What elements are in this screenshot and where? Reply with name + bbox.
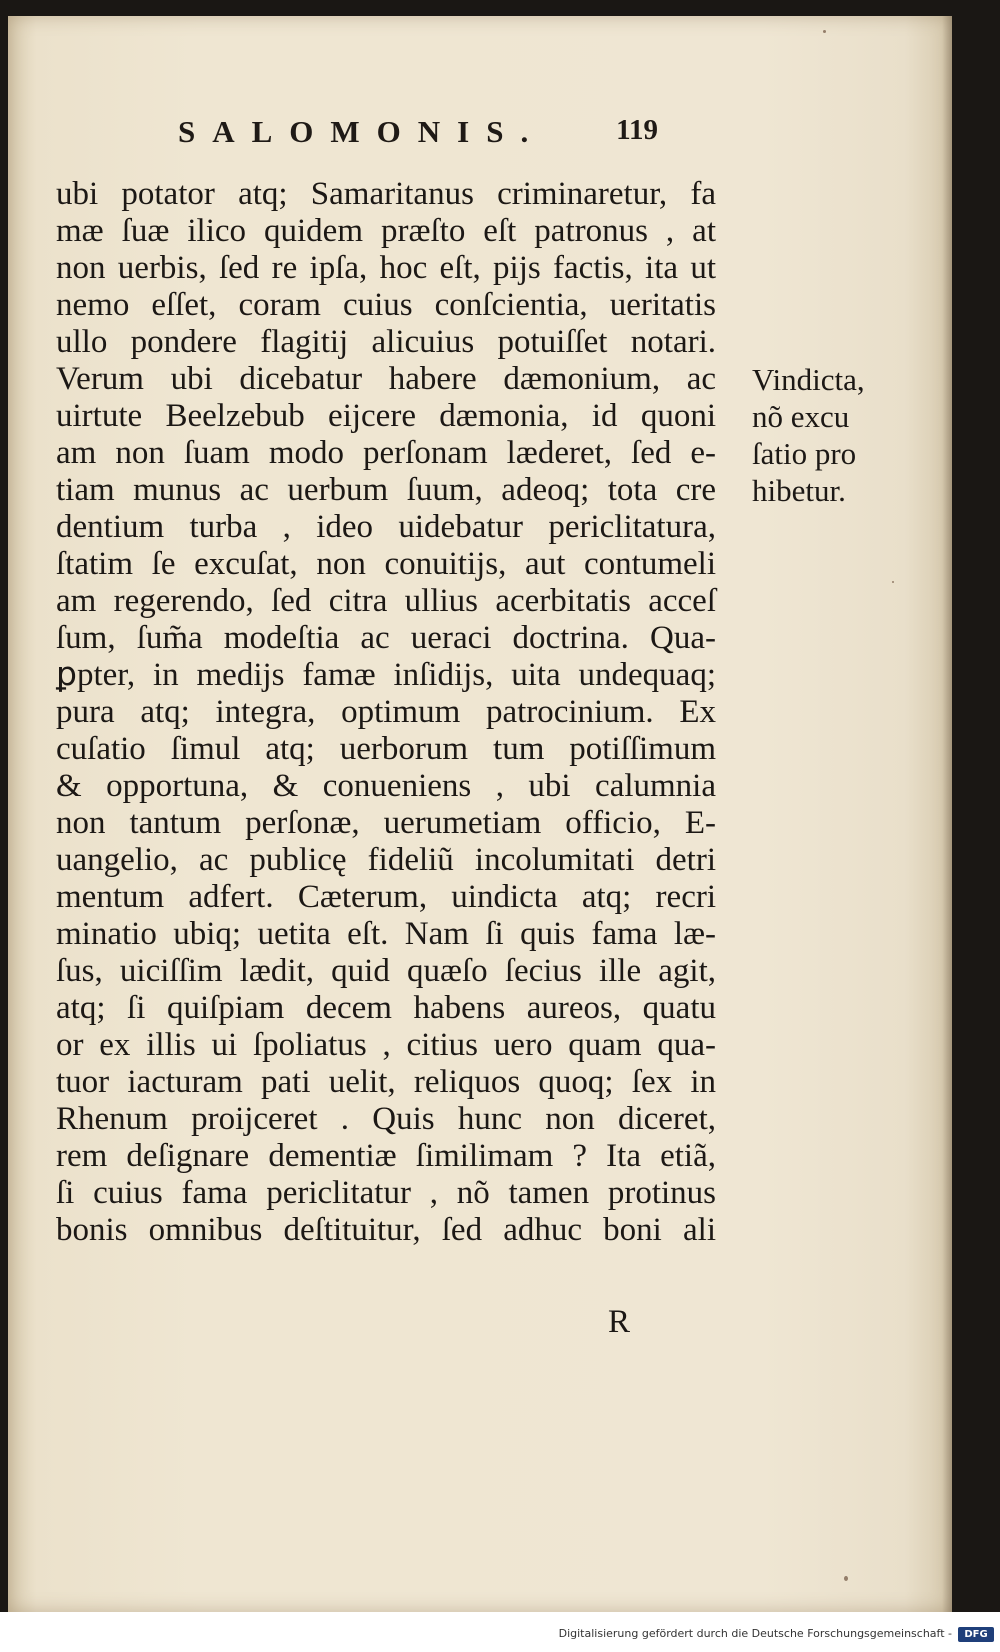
text-line: am non ſuam modo perſonam læderet, ſed e- <box>56 435 716 471</box>
text-line: mæ ſuæ ilico quidem præſto eſt patronus , at <box>56 213 716 249</box>
margin-note-line: nõ excu <box>752 399 850 434</box>
text-line: ſtatim ſe excuſat, non conuitijs, aut contumeli <box>56 546 716 582</box>
text-line: tiam munus ac uerbum ſuum, adeoq; tota cre <box>56 472 716 508</box>
text-line: ullo pondere flagitij alicuius potuiſſet notari. <box>56 324 716 360</box>
text-line: Rhenum proijceret . Quis hunc non diceret, <box>56 1101 716 1137</box>
margin-note <box>752 361 902 509</box>
text-line: minatio ubiq; uetita eſt. Nam ſi quis fama læ- <box>56 916 716 952</box>
text-line: cuſatio ſimul atq; uerborum tum potiſſimum <box>56 731 716 767</box>
text-line: mentum adfert. Cæterum, uindicta atq; recri <box>56 879 716 915</box>
text-line: & opportuna, & conueniens , ubi calumnia <box>56 768 716 804</box>
text-line: am regerendo, ſed citra ullius acerbitatis acceſ <box>56 583 716 619</box>
body-text <box>56 176 716 1249</box>
text-line: pura atq; integra, optimum patrocinium. Ex <box>56 694 716 730</box>
text-line: non uerbis, ſed re ipſa, hoc eſt, pijs factis, ita ut <box>56 250 716 286</box>
text-line: rem deſignare dementiæ ſimilimam ? Ita etiã, <box>56 1138 716 1174</box>
dfg-logo: DFG <box>958 1627 994 1642</box>
text-line: ubi potator atq; Samaritanus criminaretur, fa <box>56 176 716 212</box>
margin-note-line: ſatio pro <box>752 436 857 471</box>
page-header <box>178 112 698 160</box>
text-line: ꝑpter, in medijs famæ inſidijs, uita undequaq; <box>56 657 716 693</box>
text-line: Verum ubi dicebatur habere dæmonium, ac <box>56 361 716 397</box>
book-page <box>8 16 952 1612</box>
text-line: or ex illis ui ſpoliatus , citius uero quam qua- <box>56 1027 716 1063</box>
page-edge-shadow <box>942 16 952 1612</box>
margin-note-line: hibetur. <box>752 473 846 508</box>
text-line: ſi cuius fama periclitatur , nõ tamen protinus <box>56 1175 716 1211</box>
text-line: tuor iacturam pati uelit, reliquos quoq; ſex in <box>56 1064 716 1100</box>
paper-speck <box>892 581 894 583</box>
text-line: uangelio, ac publicę fideliũ incolumitati detri <box>56 842 716 878</box>
footer-bar <box>0 1612 1000 1652</box>
footer-credit: Digitalisierung gefördert durch die Deutsche Forschungsgemeinschaft - <box>558 1627 952 1640</box>
text-line: bonis omnibus deſtituitur, ſed adhuc boni ali <box>56 1212 716 1248</box>
text-line: ſus, uiciſſim lædit, quid quæſo ſecius ille agit, <box>56 953 716 989</box>
paper-speck <box>823 30 826 33</box>
signature-mark: R <box>608 1304 631 1340</box>
margin-note-line: Vindicta, <box>752 362 865 397</box>
text-line: ſum, ſum̃a modeſtia ac ueraci doctrina. Qua- <box>56 620 716 656</box>
text-line: non tantum perſonæ, uerumetiam officio, E- <box>56 805 716 841</box>
text-line: nemo eſſet, coram cuius conſcientia, ueritatis <box>56 287 716 323</box>
text-line: dentium turba , ideo uidebatur periclitatura, <box>56 509 716 545</box>
page-number: 119 <box>616 114 658 146</box>
text-line: atq; ſi quiſpiam decem habens aureos, quatu <box>56 990 716 1026</box>
text-line: uirtute Beelzebub eijcere dæmonia, id quoni <box>56 398 716 434</box>
paper-speck <box>844 1576 848 1581</box>
running-title: SALOMONIS. <box>178 114 546 149</box>
